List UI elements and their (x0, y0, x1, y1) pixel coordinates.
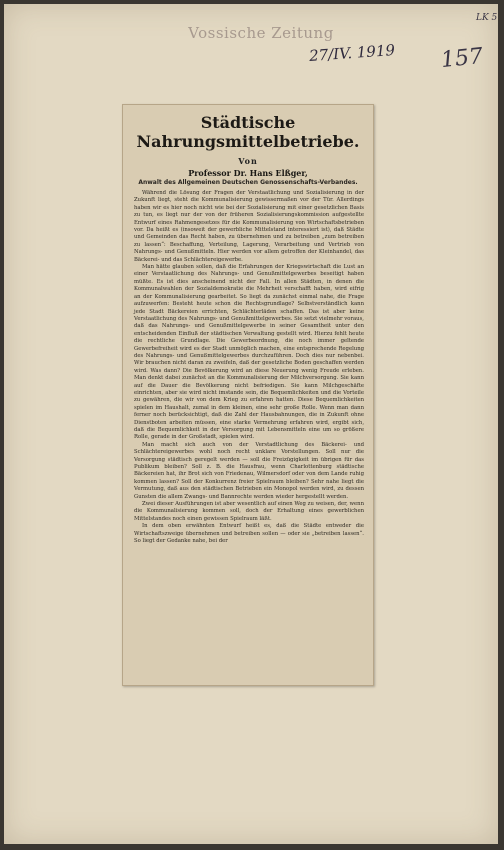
handwritten-date: 27/IV. 1919 (308, 41, 396, 65)
article-paragraph: In dem oben erwähnten Entwurf heißt es, daß die Städte entweder die Wirtschaftszweige übernehmen und betreiben sollen — oder sie „betreiben lassen“. So liegt der Gedanke nahe, bei der (134, 523, 364, 545)
archive-sheet (4, 4, 498, 844)
article-body (134, 190, 364, 546)
article-title (123, 113, 373, 151)
corner-mark: LK 5 (476, 13, 498, 23)
article-title-line-2: Nahrungsmittelbetriebe. (136, 132, 360, 151)
article-paragraph: Man macht sich auch von der Verstadtlichung des Bäckerei- und Schlächtereigewerbes wohl noch recht unklare Vorstellungen. Soll nur die Versorgung städtisch geregelt werden — soll die Freizügigkeit im übrigen für das Publikum bleiben? Soll z. B. die Hausfrau, wenn Charlottenburg städtische Bäckereien hat, ihr Brot sich von Friedenau, Wilmersdorf oder von dem Lande ruhig kommen lassen? Soll der Konkurrenz freier Spielraum bleiben? Sehr nahe liegt die Vermutung, daß aus den städtischen Betrieben ein Monopol werden wird, zu dessen Gunsten die allem Zwangs- und Bannrechte werden wieder hergestellt werden. (134, 441, 364, 500)
article-paragraph: Während die Lösung der Fragen der Verstaatlichung und Sozialisierung in der Zukunft liegt, steht die Kommunalisierung gewissermaßen vor der Tür. Allerdings haben wir es hier noch nicht wie bei der Sozialisierung mit einer gesetzlichen Basis zu tun, es liegt nur der von der früheren Sozialisierungskommission aufgestellte Entwurf eines Rahmengesetzes für die Kommunalisierung von Wirtschaftsbetrieben vor. Da heißt es (insoweit der gewerbliche Mittelstand interessiert ist), daß Städte und Gemeinden das Recht haben, zu übernehmen und zu betreiben „zum betreiben zu lassen“: Beschaffung, Verteilung, Lagerung, Verarbeitung und Vertrieb von Nahrungs- und Genußmitteln. Hier werden vor allem getroffen der Kleinhandel, das Bäckerei- und das Schlächtereigewerbe. (134, 190, 364, 263)
article-title-line-1: Städtische (200, 113, 296, 132)
newspaper-stamp: Vossische Zeitung (188, 24, 334, 42)
handwritten-page-number: 157 (439, 43, 485, 74)
byline-von: Von (238, 156, 258, 166)
author-affiliation: Anwalt des Allgemeinen Deutschen Genossenschafts-Verbandes. (138, 179, 358, 186)
newspaper-clipping (122, 104, 374, 686)
article-paragraph: Man hätte glauben sollen, daß die Erfahrungen der Kriegswirtschaft die Lust an einer Verstaatlichung des Nahrungs- und Genußmittelgewerbes beseitigt haben müßte. Es ist dies anscheinend nicht der Fall. In allen Städten, in denen die Kommunalwahlen der Sozialdemokratie die Mehrheit verschafft haben, wird eifrig an der Kommunalisierung gearbeitet. So liegt da zunächst einmal nahe, die Frage aufzuwerfen: Besteht heute schon die Rechtsgrundlage? Selbstverständlich kann jede Stadt Bäckereien errichten, Schlächterläden schaffen. Das ist aber keine Verstaatlichung des Nahrungs- und Genußmittelgewerbes. Sie setzt vielmehr voraus, daß das Nahrungs- und Genußmittelgewerbe in seiner Gesamtheit unter den entscheidenden Einfluß der städtischen Verwaltung gestellt wird. Hierzu fehlt heute die rechtliche Grundlage. Die Gewerbeordnung, die noch immer geltende Gewerbefreiheit wird es der Stadt unmöglich machen, eine entsprechende Regelung des Nahrungs- und Genußmittelgewerbes durchzuführen. Doch dies nur nebenbei. Wir brauchen nicht daran zu zweifeln, daß der gesetzliche Boden geschaffen werden wird. Was dann? Die Bevölkerung wird an diese Neuerung wenig Freude erleben. Man denkt dabei zunächst an die Kommunalisierung der Milchversorgung. Sie kann auf die Dauer die Bevölkerung nicht befriedigen. Sie kann Milchgeschäfte einrichten, aber sie wird nicht imstande sein, die Bequemlichkeiten und die Vorteile zu gewähren, die wir von dem Krieg zu erfahren hatten. Diese Bequemlichkeiten spielen im Haushalt, zumal in dem kleinen, eine sehr große Rolle. Wenn man dann ferner noch berücksichtigt, daß die Zahl der Hausbahnungen, die in Zukunft ohne Dienstboten arbeiten müssen, eine starke Vermehrung erfahren wird, ergibt sich, daß die Bequemlichkeit in der Versorgung mit Lebensmitteln eine um so größere Rolle, gerade in der Großstadt, spielen wird. (134, 264, 364, 441)
article-paragraph: Zwei dieser Ausführungen ist aber wesentlich auf einen Weg zu weisen, der, wenn die Kommunalisierung kommen soll, doch der Erhaltung eines gewerblichen Mittelstandes noch einen gewissen Spielraum läßt. (134, 501, 364, 522)
article-author: Professor Dr. Hans Elßger, (188, 168, 308, 178)
